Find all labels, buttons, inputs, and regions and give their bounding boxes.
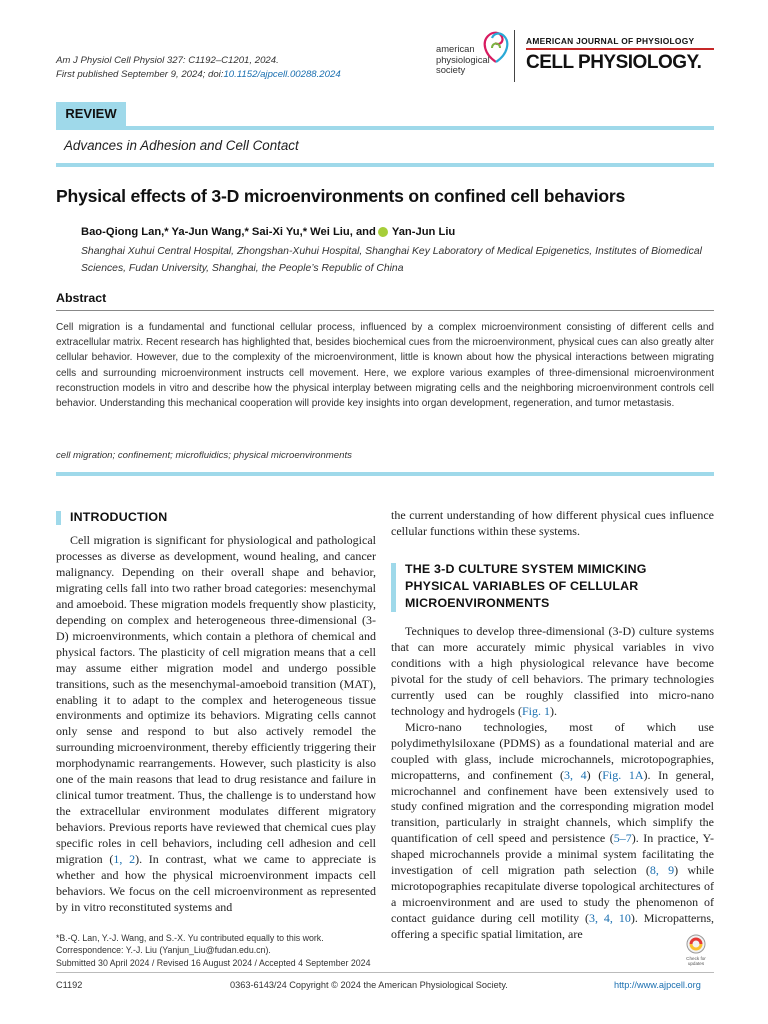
introduction-heading-text: INTRODUCTION: [70, 510, 168, 524]
intro-text: Cell migration is significant for physiological and pathological processes as diverse as development, wound healing, and cancer malignancy. Depending on their overall shape and behavior, migrating cells fall into two rather broad categories: mesenchymal and amoeboid. These migration models frequently show plasticity, depending on complex and heterogeneous three-dimensional (3-D) microenvironments, which contain a plethora of chemical and physical factors. The plasticity of cell migration means that a cell may assume either migration model and undergo possible transitions, such as the mesenchymal-amoeboid transition (MAT), enabling it to adapt to the complex and heterogeneous tissue environments and optimize its behaviors. Migrating cells cannot only sense and respond to but also actively remodel the surrounding microenvironment, thereby efficiently triggering their morphodynamic rearrangements. However, such plasticity is also one of the main reasons that lead to drug resistance and failure in clinical tumor treatment. Thus, the challenge is to understand how the extracellular environment modulates different migratory behaviors. Previous reports have reviewed that chemical cues play specific roles in cell behaviors, including cell adhesion and cell migration (: [56, 533, 376, 867]
reference-link[interactable]: 5–7: [613, 831, 632, 846]
section2-paragraph-2: [391, 720, 714, 943]
article-type-label: REVIEW: [56, 102, 126, 126]
section2-body: [391, 624, 714, 943]
check-for-updates-badge[interactable]: [678, 932, 714, 970]
aps-line-1: american: [436, 43, 475, 54]
correspondence-note: Correspondence: Y.-J. Liu (Yanjun_Liu@fudan.edu.cn).: [56, 945, 271, 956]
introduction-body: [56, 533, 376, 916]
reference-link[interactable]: 3, 4, 10: [589, 911, 631, 926]
section-bar: [391, 563, 396, 612]
section2-heading-line-2: PHYSICAL VARIABLES OF CELLULAR: [405, 579, 639, 593]
section2-text: ) while microtopographies recapitulate diverse topological architectures of a microenvironment and are used to study the phenomenon of contact guidance during cell motility (: [391, 863, 715, 926]
reference-link[interactable]: 8, 9: [649, 863, 675, 878]
first-published: First published September 9, 2024; doi:: [56, 69, 224, 80]
intro-continuation: [391, 508, 714, 540]
journal-title: CELL PHYSIOLOGY.: [526, 52, 702, 73]
corresponding-author: Yan-Jun Liu: [391, 226, 456, 238]
section2-text: ) (: [586, 767, 603, 782]
aps-wordmark: [436, 44, 490, 76]
aps-line-3: society: [436, 64, 466, 75]
series-rule: [56, 163, 714, 167]
journal-supertitle: AMERICAN JOURNAL OF PHYSIOLOGY: [526, 36, 695, 46]
citation-line-1: Am J Physiol Cell Physiol 327: C1192–C1201, 2024.: [56, 55, 279, 66]
keywords: cell migration; confinement; microfluidics; physical microenvironments: [56, 450, 352, 461]
affiliation: Shanghai Xuhui Central Hospital, Zhongshan-Xuhui Hospital, Shanghai Key Laboratory of Medical Epigenetics, Institutes of Biomedical Sciences, Fudan University, Shanghai, the People’s Republic of China: [81, 246, 702, 274]
footer-rule: [56, 972, 714, 973]
review-rule: [56, 126, 714, 130]
figure-link[interactable]: Fig. 1A: [602, 767, 644, 782]
reference-link[interactable]: 1, 2: [113, 852, 136, 867]
section2-text: ). In general, microchannel and confinement have been extensively used to study confined migration and the corresponding migration model transition, particularly in straight channels, which simplify the quantification of cell speed and persistence (: [391, 767, 714, 846]
doi-link[interactable]: 10.1152/ajpcell.00288.2024: [223, 69, 341, 80]
orcid-icon[interactable]: [378, 227, 388, 237]
page-number: C1192: [56, 980, 83, 990]
abstract-rule: [56, 310, 714, 311]
abstract-body: Cell migration is a fundamental and functional cellular process, influenced by a complex microenvironment consisting of different cells and extracellular matrix. Recent research has highlighted that, besides biochemical cues from the microenvironment, physical cues can also greatly alter cellular behavior. However, due to the complexity of the microenvironment, little is known about how the physical interactions between migrating cells and surrounding microenvironment instructs cell movement. Here, we explore various examples of three-dimensional microenvironment reconstruction models in vitro and describe how the physical interplay between migrating cells and the neighboring microenvironment controls cell behavior. Understanding this mechanical cooperation will provide key insights into organ development, regeneration, and tumor metastasis.: [56, 322, 714, 410]
section-heading-3d-culture: [391, 561, 705, 612]
journal-rule: [526, 48, 714, 50]
citation-line-2: [56, 68, 341, 82]
section2-text: Techniques to develop three-dimensional (3-D) culture systems that can more accurately mimic physical variables in vivo conditions with a high physiological relevance have become pivotal for the study of cell behaviors. The primary technologies currently used can be roughly classified into micro-nano technology and hydrogels (: [391, 624, 714, 718]
section2-text: ). In practice, Y-shaped microchannels provide a minimal system facilitating the investigation of cell migration path selection (: [391, 831, 714, 878]
section2-text: ).: [549, 703, 557, 718]
submission-dates: Submitted 30 April 2024 / Revised 16 August 2024 / Accepted 4 September 2024: [56, 957, 371, 968]
journal-url[interactable]: http://www.ajpcell.org: [614, 980, 701, 990]
check-updates-label: Check for updates: [686, 956, 706, 966]
section2-heading-line-3: MICROENVIRONMENTS: [405, 596, 550, 610]
intro-continuation-text: the current understanding of how different physical cues influence cellular functions within these systems.: [391, 508, 714, 538]
section2-text: Micro-nano technologies, most of which use polydimethylsiloxane (PDMS) as a foundational material and are coupled with glass, include microchannels, microtopographies, micropatterns, and confinement (: [391, 719, 714, 782]
section-heading-introduction: [56, 509, 167, 526]
equal-contribution-note: *B.-Q. Lan, Y.-J. Wang, and S.-X. Yu contributed equally to this work.: [56, 933, 324, 943]
section-bar: [56, 511, 61, 525]
section2-heading-line-1: THE 3-D CULTURE SYSTEM MIMICKING: [405, 562, 647, 576]
figure-link[interactable]: Fig. 1: [521, 703, 550, 718]
intro-text-end: ). In contrast, what we came to appreciate is whether and how the physical microenvironment impacts cell behaviors. We focus on the cell microenvironment as represented by in vitro reconstituted systems and: [56, 852, 377, 914]
aps-logo: [436, 28, 512, 92]
authors-text: Bao-Qiong Lan,* Ya-Jun Wang,* Sai-Xi Yu,* Wei Liu, and: [81, 226, 376, 238]
aps-line-2: physiological: [436, 53, 490, 65]
citation: [56, 54, 341, 82]
reference-link[interactable]: 3, 4: [564, 767, 587, 782]
keywords-rule: [56, 472, 714, 476]
copyright: 0363-6143/24 Copyright © 2024 the American Physiological Society.: [230, 980, 508, 990]
abstract-heading: Abstract: [56, 291, 107, 305]
section2-text: ). Micropatterns, offering a specific spatial limitation, are: [391, 911, 715, 942]
author-list: [81, 226, 455, 238]
series-title: Advances in Adhesion and Cell Contact: [64, 138, 299, 153]
footnotes: [56, 932, 370, 969]
logo-divider: [514, 30, 515, 82]
section2-paragraph-1: [391, 624, 714, 720]
introduction-paragraph: [56, 533, 376, 916]
article-title: Physical effects of 3-D microenvironments on confined cell behaviors: [56, 186, 626, 206]
